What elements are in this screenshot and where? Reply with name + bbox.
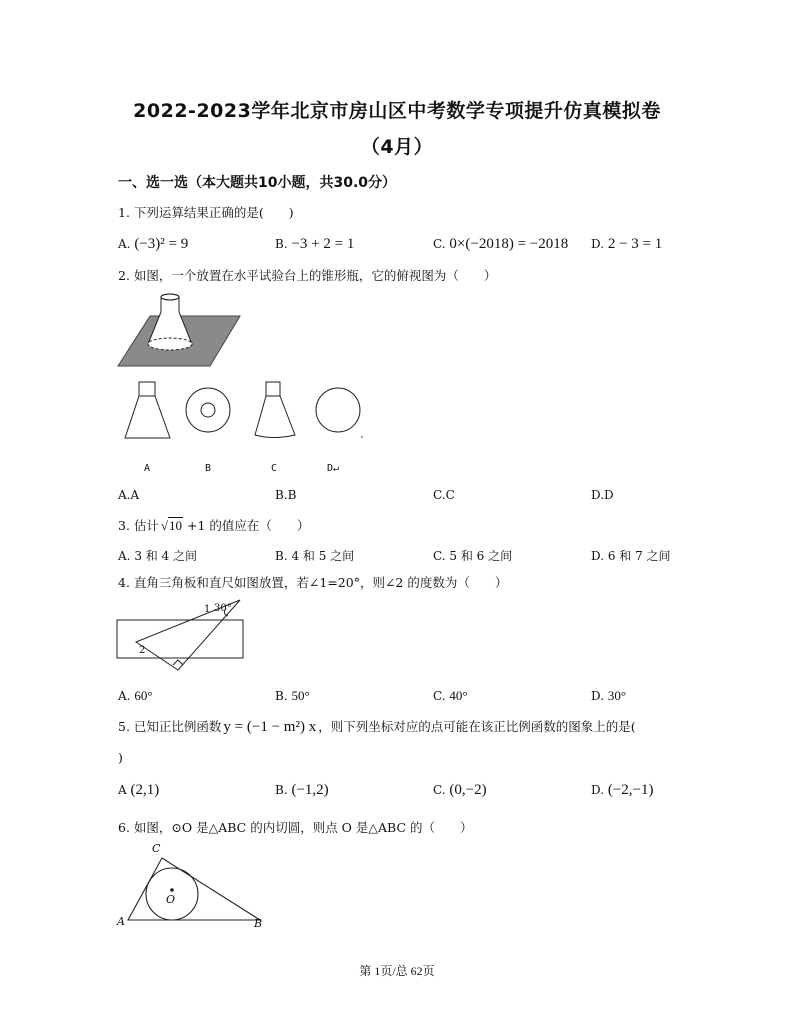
figure-label-d: D↵ [327,463,340,474]
q2-option-c: C.C [433,488,455,502]
page-number: 第 1页/总 62页 [359,964,435,978]
q4-option-c: C. 40° [433,688,468,703]
question-5-close-paren: ) [118,750,123,765]
q5-option-b: B. (−1,2) [275,782,329,798]
vertex-a-label: A [117,915,125,928]
section-heading: 一、选一选（本大题共10小题，共30.0分） [118,175,397,191]
angle-1-label: 1 [204,604,211,615]
center-o-label: O [166,893,176,906]
q3-option-a: A. 3 和 4 之间 [118,549,198,563]
page-title: 2022-2023学年北京市房山区中考数学专项提升仿真模拟卷 [133,100,661,122]
q4-option-d: D. 30° [591,688,627,703]
question-4-stem: 4. 直角三角板和直尺如图放置，若∠1=20°，则∠2 的度数为（ ） [118,575,508,590]
angle-2-label: 2 [139,645,146,656]
q2-option-a: A.A [118,488,140,502]
q4-option-b: B. 50° [275,688,310,703]
figure-label-b: B [205,463,212,474]
option-c-flask-view-icon [250,380,300,440]
q5-option-d: D. (−2,−1) [591,782,654,798]
question-6-stem: 6. 如图，⊙O 是△ABC 的内切圆，则点 O 是△ABC 的（ ） [118,820,473,835]
q1-option-c: C. 0×(−2018) = −2018 [433,236,569,252]
q3-option-c: C. 5 和 6 之间 [433,549,513,563]
q3-option-d: D. 6 和 7 之间 [591,549,671,563]
figure-label-c: C [271,463,278,474]
option-d-circle-icon [314,385,364,439]
vertex-c-label: C [152,842,161,855]
question-5-stem: 5. 已知正比例函数 y = (−1 − m²) x ，则下列坐标对应的点可能在该正比例函数的图象上的是( [118,719,636,735]
question-2-stem: 2. 如图，一个放置在水平试验台上的锥形瓶，它的俯视图为（ ） [118,268,497,283]
q5-option-c: C. (0,−2) [433,782,487,798]
question-3-stem: 3. 估计 √10 +1 的值应在（ ） [118,518,310,533]
q1-option-b: B. −3 + 2 = 1 [275,236,355,252]
angle-30-label: 30° [214,603,232,614]
radicand: 10 [169,518,183,533]
q4-option-a: A. 60° [118,688,153,703]
vertex-b-label: B [254,917,263,930]
question-1-stem: 1. 下列运算结果正确的是( ) [118,205,294,220]
q1-option-a: A. (−3)² = 9 [118,236,189,252]
q1-option-d: D. 2 − 3 = 1 [591,236,663,252]
figure-label-a: A [144,463,151,474]
option-b-concentric-circles-icon [184,386,232,434]
q5-option-a: A (2,1) [118,782,160,798]
flask-on-table-figure [110,288,250,372]
option-a-front-view-icon [122,380,176,440]
incircle-triangle-figure [118,840,268,932]
function-expression: y = (−1 − m²) x [223,719,317,735]
q2-option-b: B.B [275,488,297,502]
page-subtitle: （4月） [360,136,434,158]
q2-option-d: D.D [591,488,614,502]
q3-option-b: B. 4 和 5 之间 [275,549,355,563]
